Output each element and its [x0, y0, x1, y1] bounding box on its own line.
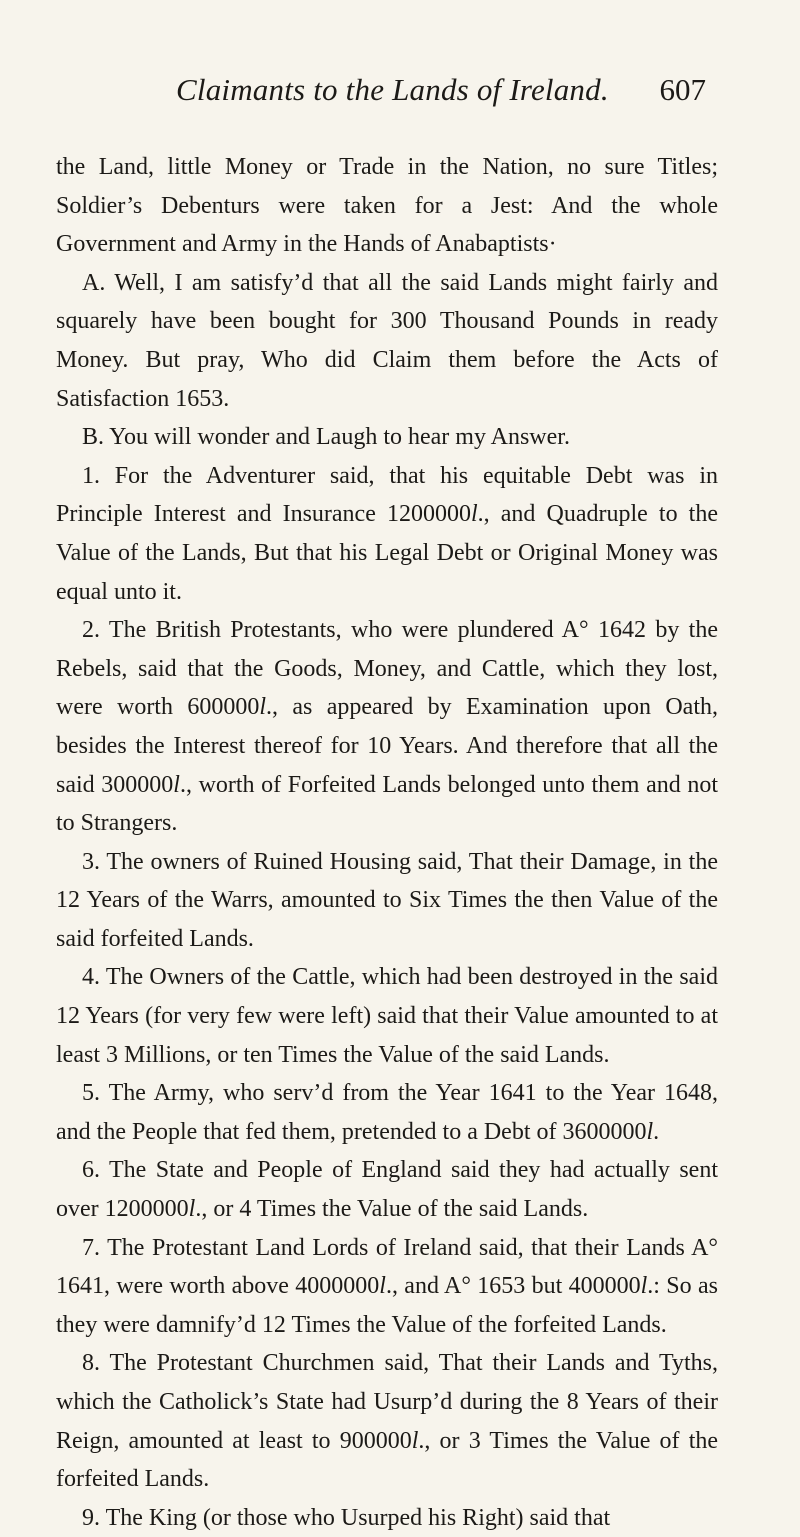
paragraph-item-3: 3. The owners of Ruined Housing said, That their Damage, in the 12 Years of the Warrs, amounted to Six Times the then Value of the said forfeited Lands. [56, 848, 718, 952]
paragraph-item-7: 7. The Protestant Land Lords of Ireland said, that their Lands A° 1641, were worth above 4000000l., and A° 1653 but 400000l.: So as they were damnify’d 12 Times the Value of the forfeited Lands. [56, 1234, 718, 1338]
paragraph-b: B. You will wonder and Laugh to hear my Answer. [82, 424, 570, 451]
paragraph-item-4: 4. The Owners of the Cattle, which had been destroyed in the said 12 Years (for very few were left) said that their Value amounted to at least 3 Millions, or ten Times the Value of the said Lands. [56, 964, 718, 1068]
paragraph-a: A. Well, I am satisfy’d that all the said Lands might fairly and squarely have been bought for 300 Thousand Pounds in ready Money. But pray, Who did Claim them before the Acts of Satisfaction 1653. [56, 269, 718, 412]
paragraph-continuation: the Land, little Money or Trade in the Nation, no sure Titles; Soldier’s Debenturs were taken for a Jest: And the whole Government and Army in the Hands of Anabaptists· [56, 154, 718, 258]
paragraph-item-9: 9. The King (or those who Usurped his Right) said that [82, 1504, 611, 1531]
paragraph-item-6: 6. The State and People of England said they had actually sent over 1200000l., or 4 Times the Value of the said Lands. [56, 1157, 718, 1223]
paragraph-item-5: 5. The Army, who serv’d from the Year 1641 to the Year 1648, and the People that fed them, pretended to a Debt of 3600000l. [56, 1080, 718, 1145]
paragraph-item-2: 2. The British Protestants, who were plundered A° 1642 by the Rebels, said that the Goods, Money, and Cattle, which they lost, were worth 600000l., as appeared by Examination upon Oath, besides the Interest thereof for 10 Years. And therefore that all the said 300000l., worth of Forfeited Lands belonged unto them and not to Strangers. [56, 617, 718, 837]
paragraph-item-8: 8. The Protestant Churchmen said, That their Lands and Tyths, which the Catholick’s State had Usurp’d during the 8 Years of their Reign, amounted at least to 900000l., or 3 Times the Value of the forfeited Lands. [56, 1350, 719, 1493]
page-header [176, 68, 706, 112]
running-title: Claimants to the Lands of Ireland. [176, 72, 609, 107]
page-number: 607 [659, 72, 706, 107]
body-text [56, 148, 718, 1537]
paragraph-item-1: 1. For the Adventurer said, that his equitable Debt was in Principle Interest and Insurance 1200000l., and Quadruple to the Value of the Lands, But that his Legal Debt or Original Money was equal unto it. [56, 462, 718, 605]
